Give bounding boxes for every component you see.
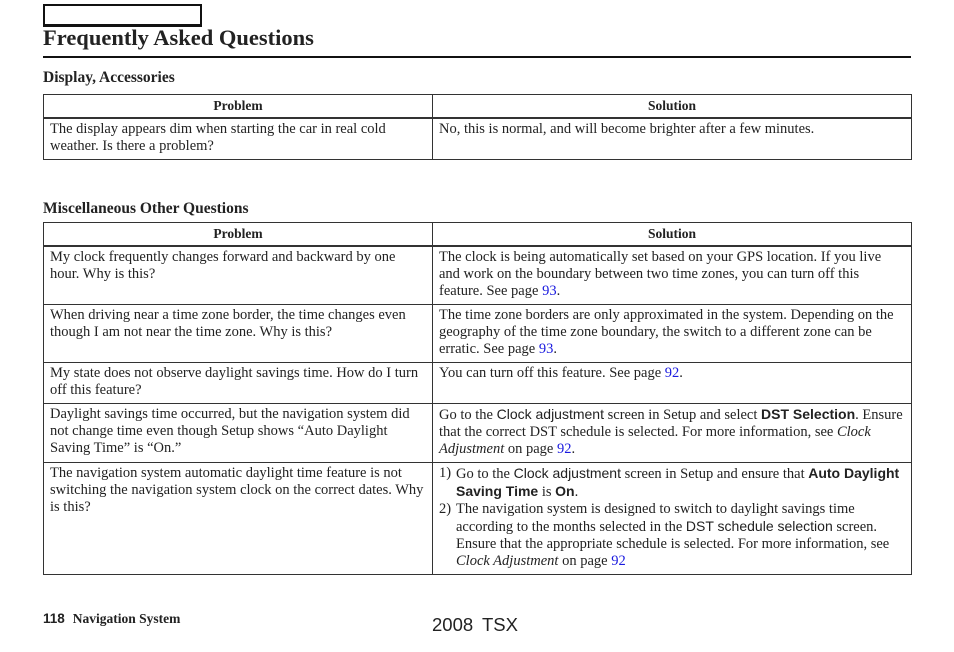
problem-cell: Daylight savings time occurred, but the navigation system did not change time even though Setup shows “Auto Daylight Saving Time” is “On.” xyxy=(44,404,433,463)
solution-text: No, this is normal, and will become brighter after a few minutes. xyxy=(439,121,815,137)
step-number: 2) xyxy=(439,501,452,517)
page-link[interactable]: 92 xyxy=(557,441,572,457)
page-link[interactable]: 93 xyxy=(538,341,554,357)
page-footer xyxy=(43,611,180,627)
table-row xyxy=(44,404,912,463)
solution-cell xyxy=(433,246,912,305)
table-row xyxy=(44,118,912,160)
solution-cell xyxy=(433,463,912,575)
solution-text: The time zone borders are only approximated in the system. Depending on the geography of the time zone boundary, the switch to a different zone can be erratic. See page xyxy=(439,307,894,357)
solution-text: Clock Adjustment xyxy=(456,553,559,569)
solution-text: is xyxy=(538,484,556,500)
solution-text: On xyxy=(555,483,575,499)
solution-paragraph xyxy=(439,307,905,358)
solution-paragraph xyxy=(439,249,905,300)
problem-cell: When driving near a time zone border, the time changes even though I am not near the time zone. Why is this? xyxy=(44,305,433,363)
table-row xyxy=(44,305,912,363)
col-problem: Problem xyxy=(44,223,433,247)
solution-text: . xyxy=(571,441,576,457)
solution-text: Clock Adjustment xyxy=(439,424,871,457)
solution-text: DST schedule selection xyxy=(685,518,833,534)
solution-cell xyxy=(433,118,912,160)
solution-paragraph xyxy=(439,406,905,458)
col-solution: Solution xyxy=(433,95,912,119)
solution-text: . xyxy=(553,341,557,357)
solution-text: Go to the xyxy=(456,466,514,482)
table-row xyxy=(44,363,912,404)
title-divider xyxy=(43,56,911,58)
section-heading: Display, Accessories xyxy=(43,69,175,86)
footer-section: Navigation System xyxy=(72,611,181,626)
col-problem: Problem xyxy=(44,95,433,119)
solution-paragraph xyxy=(439,365,905,382)
solution-text: . xyxy=(574,484,579,500)
solution-paragraph xyxy=(439,121,905,138)
table-header xyxy=(44,223,912,247)
solution-cell xyxy=(433,404,912,463)
solution-cell xyxy=(433,305,912,363)
solution-text: The navigation system is designed to switch to daylight savings time according to the months selected in the xyxy=(456,501,855,535)
solution-text: screen in Setup and ensure that xyxy=(620,466,809,482)
solution-text: DST Selection xyxy=(761,406,856,422)
table-row xyxy=(44,246,912,305)
solution-text: . xyxy=(556,283,561,299)
faq-table xyxy=(43,94,912,160)
section-heading: Miscellaneous Other Questions xyxy=(43,200,249,217)
solution-text: You can turn off this feature. See page xyxy=(439,365,665,381)
solution-step xyxy=(439,501,905,570)
solution-text: . xyxy=(679,365,683,381)
problem-cell: The display appears dim when starting the car in real cold weather. Is there a problem? xyxy=(44,118,433,160)
solution-text: . Ensure that the correct DST schedule is selected. For more information, see xyxy=(439,407,903,440)
faq-table xyxy=(43,222,912,575)
col-solution: Solution xyxy=(433,223,912,247)
page-number: 118 xyxy=(43,611,65,626)
solution-step xyxy=(439,465,905,501)
solution-text: screen. Ensure that the appropriate schedule is selected. For more information, see xyxy=(456,519,890,552)
problem-cell: The navigation system automatic daylight time feature is not switching the navigation system clock on the correct dates. Why is this? xyxy=(44,463,433,575)
page-link[interactable]: 93 xyxy=(542,283,557,299)
solution-text: on page xyxy=(504,441,557,457)
header-tab-box xyxy=(43,4,202,27)
solution-cell xyxy=(433,363,912,404)
page-link[interactable]: 92 xyxy=(664,365,680,381)
page-link[interactable]: 92 xyxy=(611,553,626,569)
solution-text: Clock adjustment xyxy=(496,406,604,422)
step-number: 1) xyxy=(439,465,452,481)
solution-text: Go to the xyxy=(439,407,497,423)
solution-text: Clock adjustment xyxy=(513,465,621,481)
table-row xyxy=(44,463,912,575)
table-header xyxy=(44,95,912,119)
model-label: 2008 TSX xyxy=(432,614,518,635)
solution-text: screen in Setup and select xyxy=(603,407,762,423)
solution-text: The clock is being automatically set based on your GPS location. If you live and work on the boundary between two time zones, you can turn off this feature. See page xyxy=(439,249,882,299)
page-title: Frequently Asked Questions xyxy=(43,25,314,50)
solution-text: Auto Daylight Saving Time xyxy=(456,465,900,499)
problem-cell: My clock frequently changes forward and backward by one hour. Why is this? xyxy=(44,246,433,305)
problem-cell: My state does not observe daylight savings time. How do I turn off this feature? xyxy=(44,363,433,404)
solution-text: on page xyxy=(558,553,612,569)
